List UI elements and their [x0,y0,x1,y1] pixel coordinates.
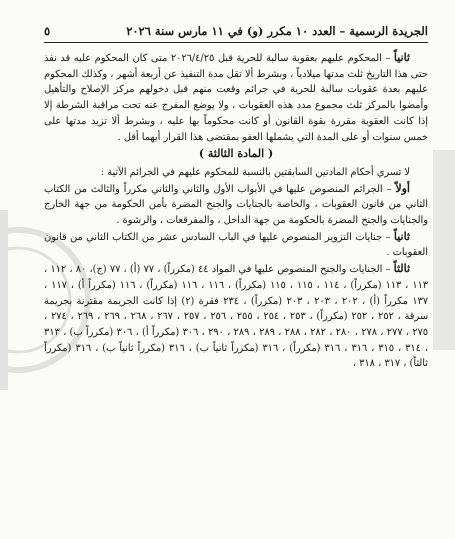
paragraph-intro [44,165,428,181]
clause-lead: ثانياً [393,51,410,64]
paragraph-second-item [44,229,428,261]
clause-lead: ثالثاً [393,262,411,276]
article-heading: ( المادة الثالثة ) [198,147,274,161]
header-title: الجريدة الرسمية – العدد ١٠ مكرر (و) في ١١ مارس سنة ٢٠٢٦ [126,24,428,38]
page-number: ٥ [44,24,51,38]
header-divider [44,42,428,43]
clause-lead: أولاً [395,181,410,195]
paragraph-third-item [44,261,428,372]
clause-text: لا تسري أحكام المادتين السابقتين بالنسبة للمحكوم عليهم في الجرائم الآتية : [100,166,410,178]
clause-text: – الجنايات والجنح المنصوص عليها في المواد ٤٤ (مكرراً) ، ٧٧ (أ) ، ٧٧ (ج)، ٨٠ ، ١١٢ ، ١١٣ ، ١١٣ (مكرراً) ، ١١٤ ، ١١٥ ، ١١٥ (مكرراً) ، ١١٦ ، ١١٦ (مكرراً) ، ١١٦ (مكرراً أ) ، ١١٧ ، ١٣٧ مكرراً (أ) ، ٢٠٢ ، ٢٠٣ ، ٢٠٣ (مكرراً) ، ٢٣٤ فقرة (٢) إذا كانت الجريمة مقترنة بجريمة سرقة ، ٢٥٢ ، ٢٥٢ (مكرراً) ، ٢٥٣ ، ٢٥٤ ، ٢٥٥ ، ٢٥٦ ، ٢٥٧ ، ٢٦٧ ، ٢٦٨ ، ٢٦٩ ، ٢٦٩ ، ٢٧٤ ، ٢٧٥ ، ٢٧٧ ، ٢٧٨ ، ٢٨٠ ، ٢٨٢ ، ٢٨٨ ، ٢٨٩ ، ٢٨٩ ، ٢٩٠ ، ٣٠٦ (مكرراً أ) ، ٣٠٦ (مكرراً ب) ، ٣١٣ ، ٣١٤ ، ٣١٥ ، ٣١٦ ، ٣١٦ (مكرراً) ، ٣١٦ (مكرراً ثانياً ب) ، ٣١٦ (مكرراً ثانياً ب) ، ٣١٦ (مكرراً ثالثاً) ، ٣١٧ ، ٣١٨ ، [44,264,429,370]
document-body [44,50,428,372]
paragraph-second-clause [44,50,428,145]
paragraph-first-item [44,181,428,229]
clause-text: – المحكوم عليهم بعقوبة سالبة للحرية قبل ٢٠٢٦/٤/٢٥ متى كان المحكوم عليه قد نفذ حتى هذا التاريخ ثلث مدتها ميلادياً ، وبشرط ألا تقل مدة التنفيذ عن أربعة أشهر ، وكذلك المحكوم عليهم بعدة عقوبات سالبة للحرية في جرائم وقعت منهم قبل دخولهم مركز الإصلاح والتأهيل وأمضوا بالمركز ثلث مجموع مدد هذه العقوبات ، ولا يوضع المفرج عنه تحت مراقبة الشرطة إلا إذا كانت العقوبة مقررة بقوة القانون أو كانت محكوماً بها عليه ، وبشرط ألا تزيد مدتها على خمس سنوات أو على المدة التي يشملها العفو بمقتضى هذا القرار أيهما أقل . [44,53,428,143]
page-header [44,22,428,40]
clause-text: – الجرائم المنصوص عليها في الأبواب الأول والثاني والثاني مكرراً والثالث من الكتاب الثاني من قانون العقوبات ، والخاصة بالجنايات والجنح المضرة بأمن الحكومة من جهة الخارج والجنايات والجنح المضرة بالحكومة من جهة الداخل ، والمفرقعات ، والرشوة . [44,183,428,227]
clause-lead: ثانياً [393,229,410,243]
clause-text: – جنايات التزوير المنصوص عليها في الباب السادس عشر من الكتاب الثاني من قانون العقوبات . [44,231,428,259]
